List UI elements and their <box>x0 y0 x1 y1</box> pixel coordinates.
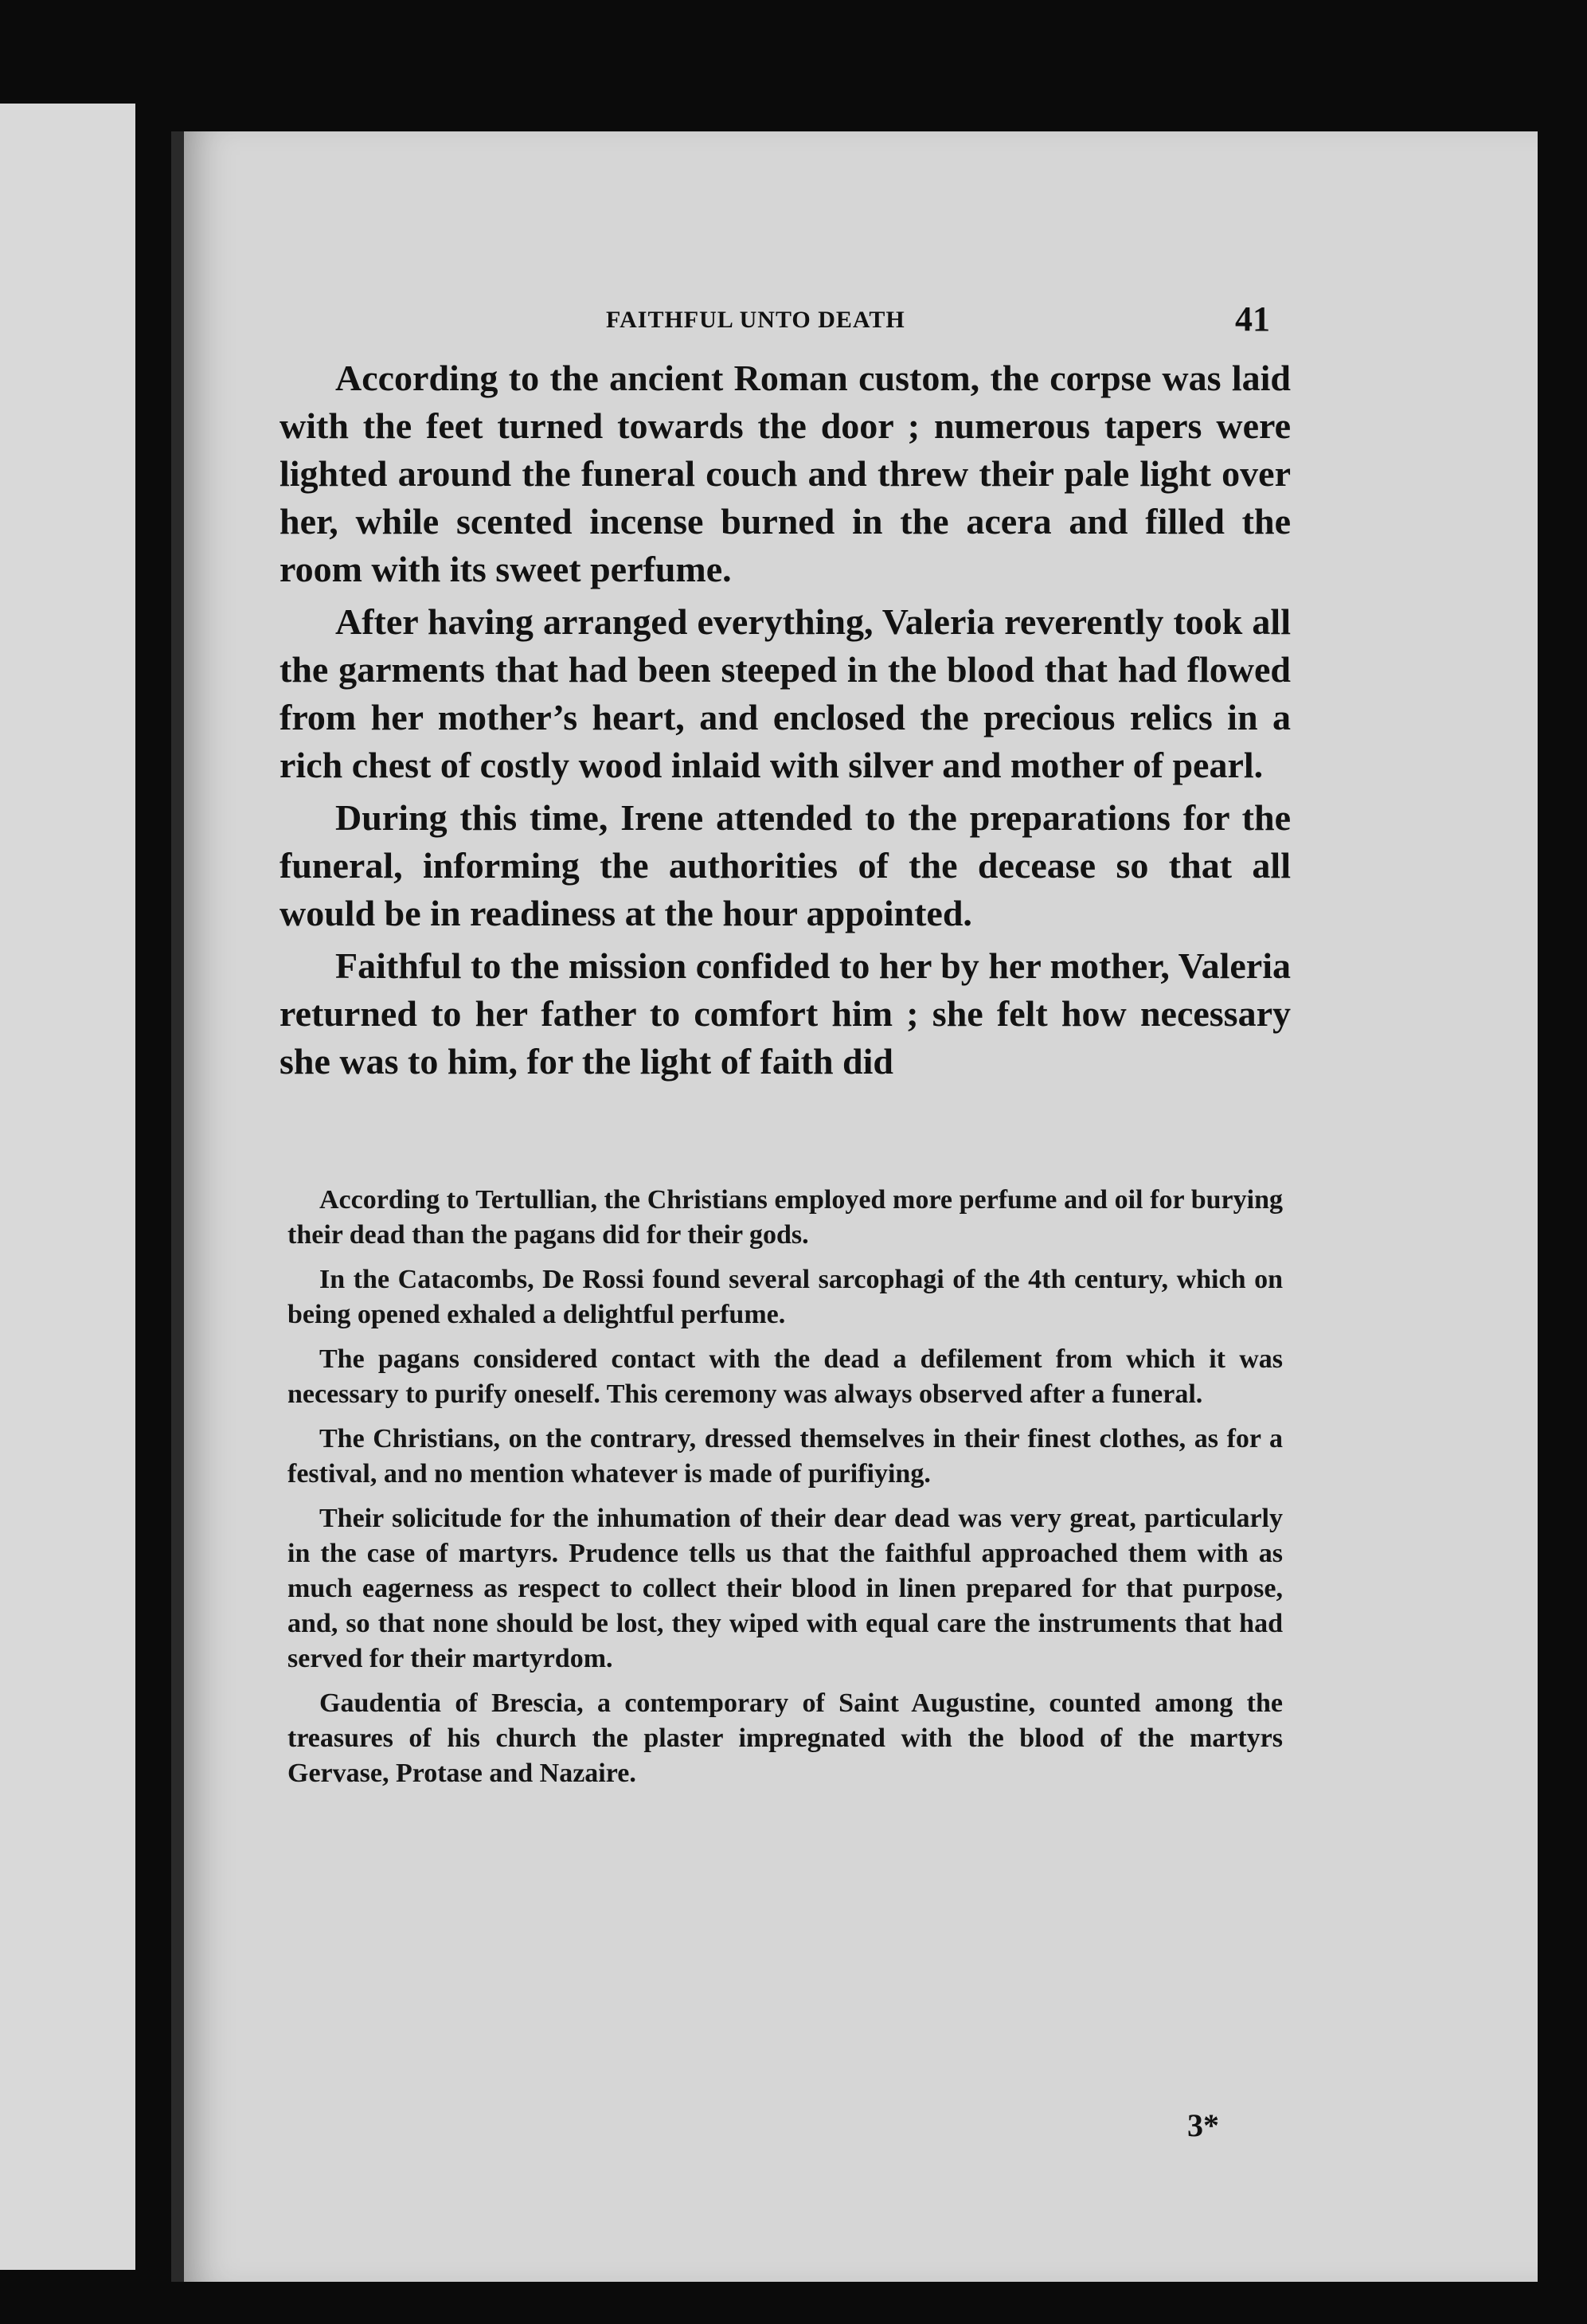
footnote-paragraph: The Christians, on the contrary, dressed themselves in their finest clothes, as for a festival, and no mention whatever is made of purifiying. <box>287 1424 1283 1489</box>
main-text <box>279 354 1291 1090</box>
main-paragraph: After having arranged everything, Valeria reverently took all the garments that had been steeped in the blood that had flowed from her mother’s heart, and enclosed the precious relics in a rich chest of costly wood inlaid with silver and mother of pearl. <box>279 601 1291 785</box>
facing-page-edge <box>0 104 135 2270</box>
footnote-paragraph: In the Catacombs, De Rossi found several sarcophagi of the 4th century, which on being opened exhaled a delightful perfume. <box>287 1265 1283 1329</box>
footnote-paragraph: Gaudentia of Brescia, a contemporary of Saint Augustine, counted among the treasures of his church the plaster impregnated with the blood of the martyrs Gervase, Protase and Nazaire. <box>287 1688 1283 1788</box>
footnote-paragraph: According to Tertullian, the Christians employed more perfume and oil for burying their dead than the pagans did for their gods. <box>287 1185 1283 1250</box>
signature-mark: 3* <box>1187 2107 1219 2143</box>
book-page <box>171 131 1538 2282</box>
main-paragraph: During this time, Irene attended to the preparations for the funeral, informing the authorities of the decease so that all would be in readiness at the hour appointed. <box>279 797 1291 933</box>
footnotes <box>287 1183 1283 1801</box>
main-paragraph: According to the ancient Roman custom, the corpse was laid with the feet turned towards the door ; numerous tapers were lighted around the funeral couch and threw their pale light over her, while scented incense burned in the acera and filled the room with its sweet perfume. <box>279 358 1291 589</box>
page-number: 41 <box>1235 299 1270 338</box>
running-title: FAITHFUL UNTO DEATH <box>606 307 905 333</box>
footnote-paragraph: Their solicitude for the inhumation of their dear dead was very great, particularly in the case of martyrs. Prudence tells us that the faithful approached them with as much eagerness as respect to collect their blood in linen prepared for that purpose, and, so that none should be lost, they wiped with equal care the instruments that had served for their martyrdom. <box>287 1504 1283 1673</box>
footnote-paragraph: The pagans considered contact with the dead a defilement from which it was necessary to purify oneself. This ceremony was always observed after a funeral. <box>287 1344 1283 1409</box>
main-paragraph: Faithful to the mission confided to her by her mother, Valeria returned to her father to comfort him ; she felt how necessary she was to him, for the light of faith did <box>279 945 1291 1082</box>
